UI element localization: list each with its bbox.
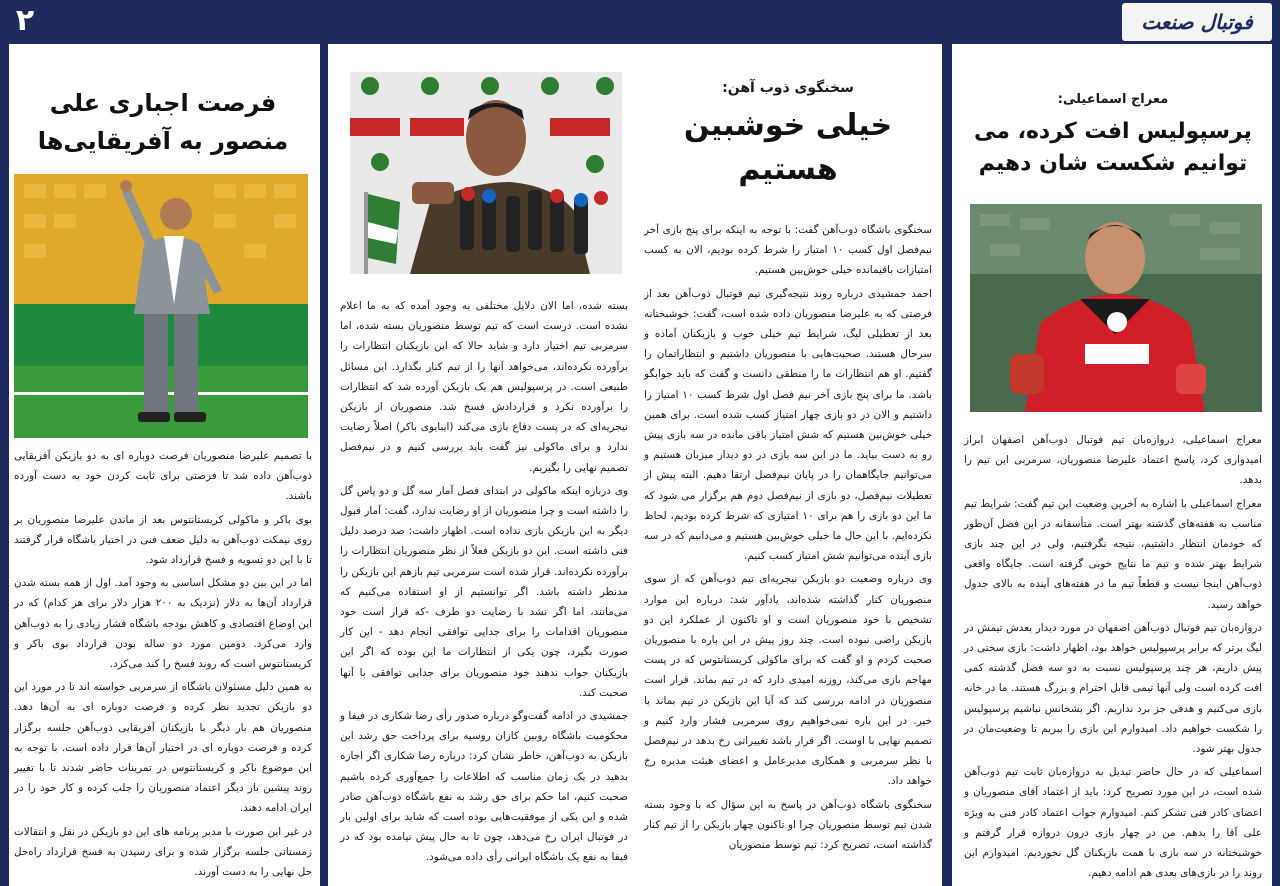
article-body-center-left — [340, 296, 628, 871]
kicker-right: معراج اسماعیلی: — [1057, 92, 1169, 107]
coach-photo — [14, 174, 308, 438]
headline-center: خیلی خوشبین هستیم — [683, 108, 893, 187]
left-frame-border — [0, 44, 9, 886]
paragraph: در غیر این صورت با مدیر برنامه های این دو بازیکن در نقل و انتقالات زمستانی جلسه برگزار شده و برای رسیدن به فسخ قرارداد راه‌حل حل نهایی را به دست آورند. — [14, 825, 312, 879]
paragraph: دروازه‌بان تیم فوتبال ذوب‌آهن اصفهان در مورد دیدار بعدش تیمش در لیگ برتر که برابر پرسپولیس خواهد بود، اظهار داشت: بازی سختی در پیش داریم، هر چند پرسپولیس نسبت به دو سه فصل گذشته کمی افت کرده است ولی آنها تیمی قابل احترام و بزرگ هستند. ما در خانه بازی می‌کنیم و هدفی جز برد نداریم. اگر بشخانس نباشیم پرسپولیس را شکست خواهیم داد. امیدوارم این بازی را ببریم تا وضعیت‌مان در جدول بهتر شود. — [964, 621, 1262, 756]
paragraph: بوی باکر و ماکولی کریستانتوس بعد از ماندن علیرضا منصوریان بر روی نیمکت ذوب‌آهن به دلیل ضعف فنی در اختیار باشگاه قرار گرفتند تا با این دو تسویه و فسخ قرارداد شود. — [14, 513, 312, 567]
paragraph: اسماعیلی که در حال حاضر تبدیل به دروازه‌بان ثابت تیم ذوب‌آهن شده است، در این مورد تصریح کرد: باید از اعتماد آقای منصوریان و اعضای کادر فنی تشکر کنم. امیدوارم جواب اعتماد کادر فنی به ویژه علی آقا را بدهم. من در چهار بازی درون دروازه قرار گرفتم و خوشبختانه در سه بازی با همت بازیکنان گل نخوردیم. امیدوارم این روند را در بازی‌های بعدی هم ادامه دهیم. — [964, 766, 1262, 880]
paragraph: احمد جمشیدی درباره روند نتیجه‌گیری تیم فوتبال ذوب‌آهن بعد از فرصتی که به علیرضا منصوریان داده شده است، گفت: خوشبختانه بعد از تعطیلی لیگ، شرایط تیم خیلی خوب و بازیکنان آماده و سرحال هستند. صحبت‌هایی با منصوریان داشتیم و انتظاراتمان را گفتیم. او هم انتظارات ما را منطقی دانست و گفت که باید جوابگو باشد. ما برای پنج بازی آخر نیم فصل اول شرط کسب ۱۰ امتیاز را داشتیم و الان در دو بازی چهار امتیاز کسب شده است. برای همین خیلی خوش‌بین هستیم که شش امتیاز باقی مانده در سه بازی پیش رو به دست بیاید. ما در این سه بازی در دو دیدار میزبان هستیم و می‌توانیم جایگاهمان را در پایان نیم‌فصل ارتقا دهیم. البته پیش از تعطیلات نیم‌فصل، دو بازی از نیم‌فصل دوم هم برگزار می شود که ما این دو بازی را هم برای ۱۰ امتیازی که شرط کرده بودیم، لحاظ نکرده‌ایم. با این حال ما خیلی خوش‌بین هستیم و می‌دانیم که در سه بازی آینده می‌توانیم شش امتیاز کسب کنیم. — [644, 287, 932, 563]
paragraph: سخنگوی باشگاه ذوب‌آهن در پاسخ به این سؤال که با وجود بسته شدن تیم توسط منصوریان چرا او تاکنون چهار بازیکن را از تیم کنار گذاشته است، تصریح کرد: تیم توسط منصوریان — [644, 798, 932, 852]
article-body-right — [964, 430, 1262, 886]
player-photo-goalkeeper — [970, 204, 1262, 412]
paragraph: معراج اسماعیلی با اشاره به آخرین وضعیت این تیم گفت: شرایط تیم مناسب به هفته‌های گذشته بهتر است. متأسفانه در این فصل آن‌طور که خودمان انتظار داشتیم، نتیجه نگرفتیم، ولی در این چند بازی شرایط بهتر شده و تیم ما نتایج خوبی گرفته است. جایگاه واقعی ذوب‌آهن اینجا نیست و قطعاً تیم ما در هفته‌های آینده به بالای جدول خواهد رسید. — [964, 497, 1262, 611]
header-bar — [0, 0, 1280, 44]
paragraph: جمشیدی در ادامه گفت‌وگو درباره صدور رأی رضا شکاری در فیفا و محکومیت باشگاه روبین کازان روسیه برای پرداخت حق رشد این بازیکن به ذوب‌آهن، خاطر نشان کرد: درباره رضا شکاری اگر اجازه بدهید در یک زمان مناسب که اطلاعات را جمع‌آوری کرده باشیم صحبت کنیم، اما حکم برای حق رشد به نفع باشگاه ذوب‌آهن صادر شده و این یکی از موفقیت‌هایی بوده است که شاید برای اولین بار در فوتبال ایران رخ می‌دهد، چون تا به حال پیش نیامده بود که در فیفا به نفع یک باشگاه ایرانی رأی داده می‌شود. — [340, 710, 628, 864]
press-conference-photo — [350, 72, 622, 274]
article-column-center-left — [336, 44, 632, 886]
paragraph: معراج اسماعیلی، دروازه‌بان تیم فوتبال ذوب‌آهن اصفهان ابراز امیدواری کرد، پاسخ اعتماد علیرضا منصوریان، سرمربی این تیم را بدهد. — [964, 434, 1262, 487]
paragraph: با تصمیم علیرضا منصوریان فرصت دوباره ای به دو بازیکن آفریقایی ذوب‌آهن داده شد تا فرصتی برای ثابت کردن خود به دست آورده باشند. — [14, 450, 312, 503]
column-divider-2 — [942, 44, 952, 886]
headline-left: فرصت اجباری علی منصور به آفریقایی‌ها — [37, 89, 289, 155]
paragraph: وی درباره اینکه ماکولی در ابتدای فصل آمار سه گل و دو پاس گل را داشته است و چرا منصوریان از او رضایت ندارد، گفت: آمار قبول دیگر به این بازیکن بازی نداده است. اظهار داشت: صد درصد دلیل فنی داشته است. این دو بازیکن فعلاً از نظر منصوریان انتظارات را برآورده نکرده‌اند. قرار شده است سرمربی تیم بازهم این بازیکن را مدنظر داشته باشد. اگر توانستیم از او استفاده می‌کنیم که می‌مانند، اما اگر نشد با رضایت دو طرف -که قرار است خود منصوریان اقدامات را برای جدایی توافقی انجام دهد - این کار صورت بگیرد، چون یکی از انتظارات ما این بوده که اگر این بازیکنان جواب ندهند خود منصوریان برای جدایی توافقی با آنها صحبت کند. — [340, 484, 628, 699]
page-number: ۲ — [15, 3, 35, 38]
brand-logo: فوتبال صنعت — [1122, 3, 1272, 41]
paragraph: وی درباره وضعیت دو بازیکن نیجریه‌ای تیم ذوب‌آهن که از سوی منصوریان کنار گذاشته شده‌اند، یادآور شد: درباره این موارد تشخیص با خود منصوریان است و او تاکنون از عملکرد این دو بازیکن راضی نبوده است. چند روز پیش در این باره با منصوریان صحبت کردم و او گفت که برای ماکولی کریستانتوس که در پست مهاجم بازی می‌کند، روزنه امیدی دارد که در تیم بماند. قرار است منصوریان در ادامه بررسی کند که آیا این بازیکن در تیم بماند یا خیر. در این باره نمی‌خواهیم روی سرمربی فشار وارد کنیم و تصمیم نهایی با اوست. اگر قرار باشد تغییراتی رخ بدهد در نیم‌فصل با نظر سرمربی و همکاری مدیرعامل و اعضای هیئت مدیره رخ خواهد داد. — [644, 573, 932, 788]
article-column-right — [960, 44, 1266, 886]
kicker-center: سخنگوی ذوب آهن: — [722, 80, 854, 96]
right-frame-border — [1272, 44, 1280, 886]
paragraph: سخنگوی باشگاه ذوب‌آهن گفت: با توجه به اینکه برای پنج بازی آخر نیم‌فصل اول کسب ۱۰ امتیاز را شرط کرده بودیم، الان به کسب امتیازات باقیمانده خیلی خوش‌بین هستیم. — [644, 224, 932, 277]
article-body-center-right — [644, 220, 932, 858]
article-body-left — [14, 446, 312, 885]
column-divider-1 — [320, 44, 328, 886]
paragraph: به همین دلیل مسئولان باشگاه از سرمربی خواسته اند تا در مورد این دو بازیکن تجدید نظر کرده و فرصت دوباره ای به آن‌ها دهد. منصوریان هم بار دیگر با بازیکنان آفریقایی ذوب‌آهن جلسه برگزار کرده و فرصت دوباره ای در اختیار آن‌ها قرار داده است. با توجه به این موضوع باکر و کریستانتوس در تمرینات حاضر شدند تا با تغییر روند پیشین بار دیگر اعتماد منصوریان را جلب کرده و کار خود را در ایران ادامه دهند. — [14, 681, 312, 815]
article-column-center-right — [640, 44, 936, 886]
paragraph: اما در این بین دو مشکل اساسی به وجود آمد. اول از همه بسته شدن قرارداد آن‌ها به دلار (نزدیک به ۲۰۰ هزار دلار برای هر کدام) که در این اوضاع اقتصادی و کاهش بودجه باشگاه فشار زیادی را به ذوب‌آهن وارد می‌کرد. دومین مورد دو ساله بودن قرارداد بوی باکر و کریستانتوس است که روند فسخ را کند می‌کرد. — [14, 577, 312, 671]
paragraph: بسته شده، اما الان دلایل مختلفی به وجود آمده که به ما اعلام نشده است. درست است که تیم توسط منصوریان بسته شده، اما سرمربی تیم اختیار دارد و شاید حالا که این بازیکنان انتظارات را برآورده نکرده‌اند، می‌خواهد آنها را از تیم کنار بگذارد. این مسائل طبیعی است. در پرسپولیس هم یک بازیکن آورده شد که انتظارات را برآورده نکرد و قراردادش فسخ شد. منصوریان از بازیکن نیجریه‌ای که در پست دفاع بازی می‌کند (ایبایوی باکر) اصلاً رضایت ندارد و برای ماکولی نیز گفت باید بررسی کنیم و در نیم‌فصل تصمیم نهایی را بگیریم. — [340, 300, 628, 474]
headline-right: پرسپولیس افت کرده، می توانیم شکست شان دهیم — [974, 119, 1252, 176]
article-column-left — [10, 44, 316, 886]
